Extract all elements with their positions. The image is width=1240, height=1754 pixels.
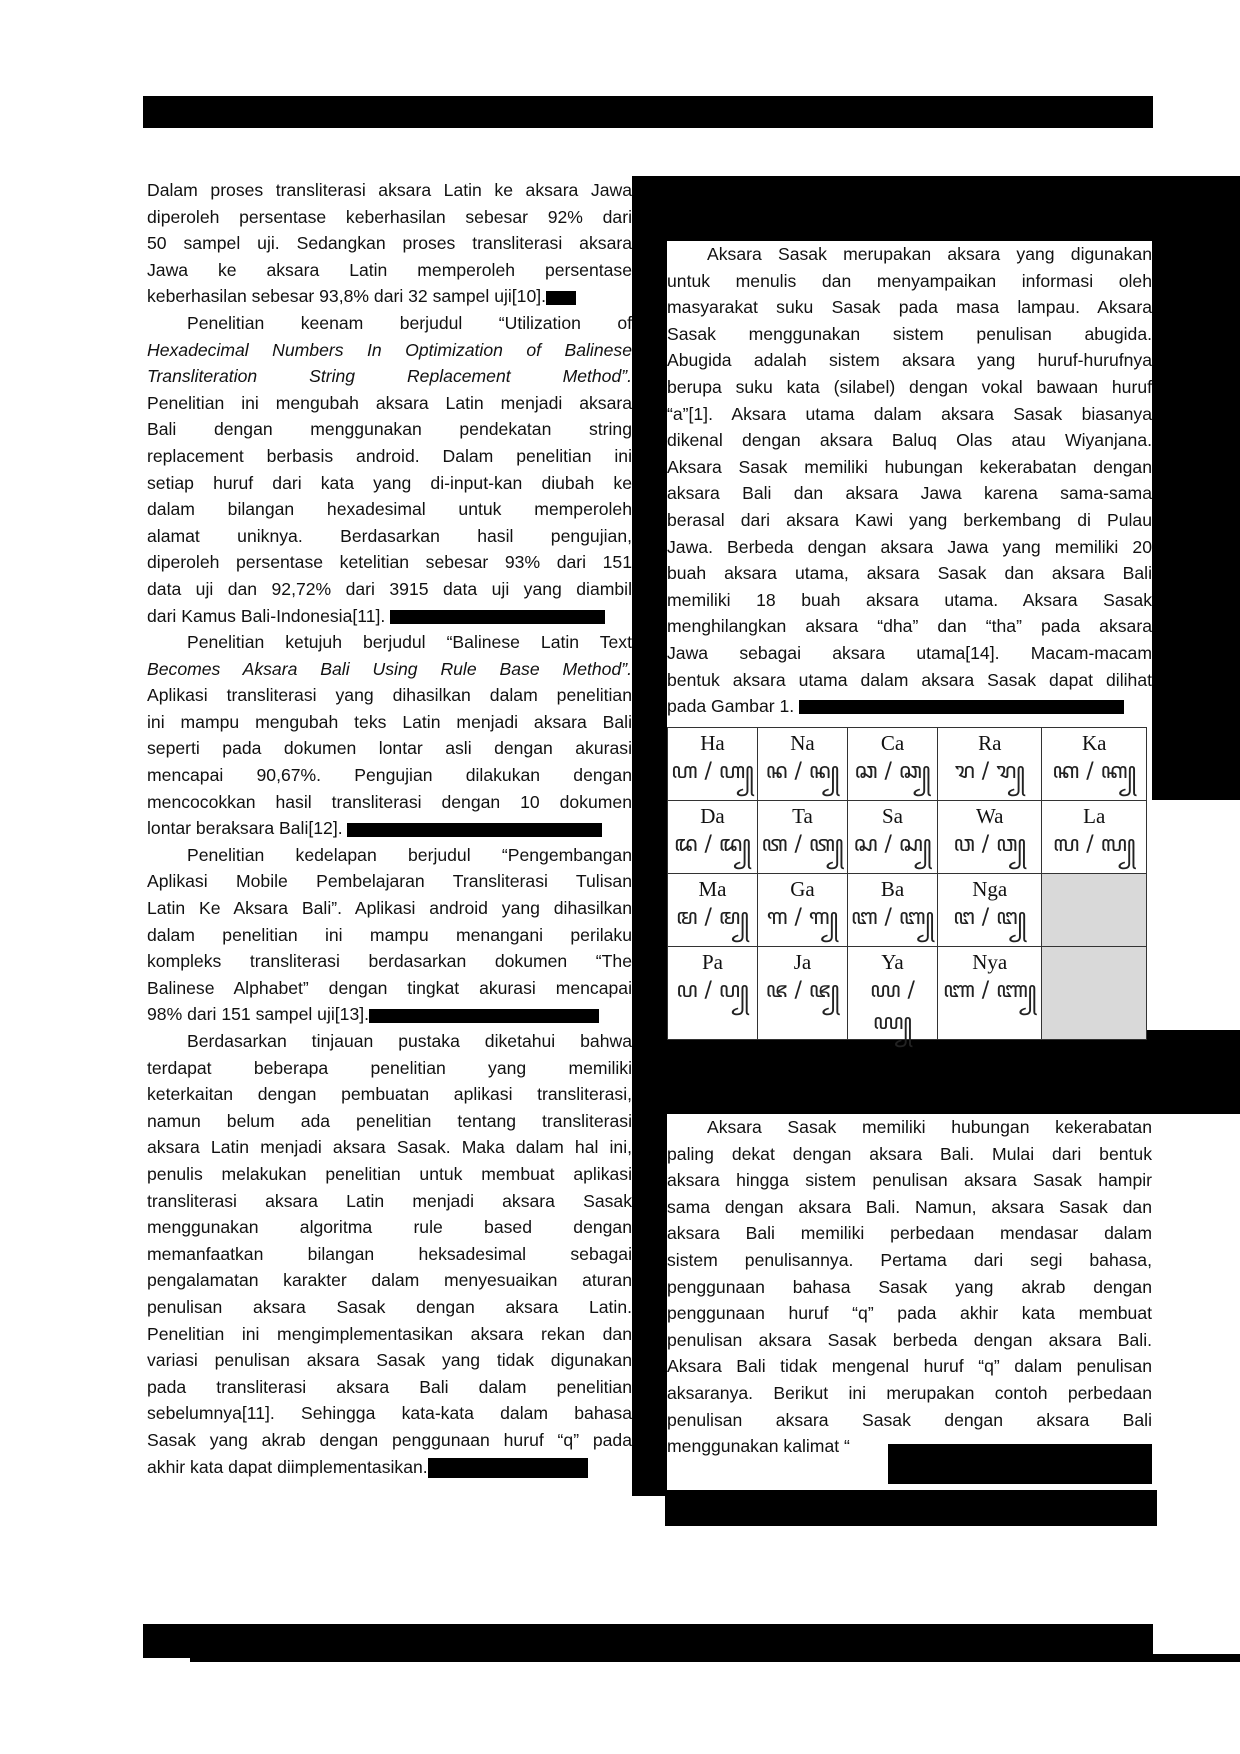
table-cell [1042, 801, 1147, 874]
text-line: dalam penelitian ini mampu menangani perilaku [147, 924, 632, 945]
sasak-glyph: ꦲ / ꦲ꧀ [671, 759, 754, 784]
text-line: terdapat beberapa penelitian yang memiliki [147, 1057, 632, 1078]
sasak-glyph: ꦫ / ꦫ꧀ [954, 759, 1025, 784]
text-line [147, 815, 632, 842]
mid-right-redaction [665, 1030, 1240, 1114]
text-line: sama dengan aksara Bali. Namun, aksara Sasak dan [667, 1196, 1152, 1217]
inline-redaction [546, 291, 576, 305]
empty-table-cell [1042, 947, 1147, 1040]
inline-redaction [428, 1458, 588, 1478]
latin-label: Ka [1081, 731, 1107, 755]
text-line: aksaranya. Berikut ini merupakan contoh perbedaan [667, 1382, 1152, 1403]
text-line: pengalamatan karakter dalam menyesuaikan aturan [147, 1270, 632, 1291]
table-cell [848, 874, 938, 947]
sasak-glyph: ꦗ / ꦗ꧀ [765, 978, 840, 1003]
text-line: penulisan aksara Sasak berbeda dengan aksara Bali. [667, 1329, 1152, 1350]
text-line: seperti pada dokumen lontar asli dengan akurasi [147, 738, 632, 759]
footer-redaction-2 [190, 1654, 1240, 1662]
text-line: kompleks transliterasi berdasarkan dokumen “The [147, 951, 632, 972]
text-line: Sasak menggunakan sistem penulisan abugida. [667, 323, 1152, 344]
text-line: Penelitian ini mengubah aksara Latin menjadi aksara [147, 392, 632, 413]
sasak-glyph: ꦢ / ꦢ꧀ [674, 832, 751, 857]
table-row [668, 947, 1147, 1040]
text-line: penulis melakukan penelitian untuk membuat aplikasi [147, 1163, 632, 1184]
text-line: pada transliterasi aksara Bali dalam penelitian [147, 1376, 632, 1397]
text-line: Becomes Aksara Bali Using Rule Base Method”. [147, 658, 632, 679]
latin-label: Ya [881, 950, 904, 974]
table-cell [758, 801, 848, 874]
text-line [667, 693, 1152, 720]
text-line: menggunakan algoritma rule based dengan [147, 1217, 632, 1238]
text-line: Latin Ke Aksara Bali”. Aplikasi android yang dihasilkan [147, 898, 632, 919]
text-line: Jawa ke aksara Latin memperoleh persentase [147, 259, 632, 280]
table-cell [938, 874, 1042, 947]
sasak-glyph: ꦏ / ꦏ꧀ [1052, 759, 1137, 784]
text-line: Abugida adalah sistem aksara yang huruf-hurufnya [667, 350, 1152, 371]
table-cell [848, 728, 938, 801]
sasak-glyph: ꦕ / ꦕ꧀ [854, 759, 931, 784]
paragraph-1 [147, 177, 632, 310]
sasak-glyph: ꦪ / ꦪ꧀ [870, 978, 915, 1035]
right-bottom-redaction [665, 1490, 1157, 1526]
text-line: Hexadecimal Numbers In Optimization of Balinese [147, 339, 632, 360]
table-cell [938, 947, 1042, 1040]
sasak-glyph: ꦤ / ꦤ꧀ [765, 759, 840, 784]
empty-table-cell [1042, 874, 1147, 947]
footer-redaction [143, 1624, 1153, 1658]
latin-label: Ma [698, 877, 727, 901]
text-line-content: pada Gambar 1. [667, 696, 795, 717]
table-row [668, 874, 1147, 947]
text-line: “a”[1]. Aksara utama dalam aksara Sasak biasanya [667, 403, 1152, 424]
table-row [668, 728, 1147, 801]
table-row [668, 801, 1147, 874]
right-column-paragraph-2 [667, 1114, 1152, 1460]
inline-redaction [799, 700, 1124, 714]
text-line: penggunaan huruf “q” pada akhir kata membuat [667, 1303, 1152, 1324]
text-line-content: dari Kamus Bali-Indonesia[11]. [147, 605, 386, 626]
sasak-glyph: ꦔ / ꦔ꧀ [953, 905, 1027, 930]
text-line: Jawa. Berbeda dengan aksara Jawa yang memiliki 20 [667, 536, 1152, 557]
text-line: aksara Bali memiliki perbedaan mendasar dalam [667, 1223, 1152, 1244]
latin-label: Nya [972, 950, 1008, 974]
text-line-content: 98% dari 151 sampel uji[13]. [147, 1004, 370, 1025]
text-line: data uji dan 92,72% dari 3915 data uji yang diambil [147, 578, 632, 599]
text-line [147, 603, 632, 630]
sasak-glyph: ꦱ / ꦱ꧀ [853, 832, 932, 857]
text-line: 50 sampel uji. Sedangkan proses transliterasi aksara [147, 233, 632, 254]
text-line: bentuk aksara utama dalam aksara Sasak dapat dilihat [667, 669, 1152, 690]
inline-redaction [369, 1009, 599, 1023]
text-line: transliterasi aksara Latin menjadi aksara Sasak [147, 1190, 632, 1211]
text-line: buah aksara utama, aksara Sasak dan aksara Bali [667, 563, 1152, 584]
text-line: menggunakan kalimat “ [667, 1436, 850, 1457]
text-line: setiap huruf dari kata yang di-input-kan diubah ke [147, 472, 632, 493]
left-column [147, 177, 632, 1480]
latin-label: Sa [882, 804, 903, 828]
text-line: alamat uniknya. Berdasarkan hasil pengujian, [147, 525, 632, 546]
text-line: Bali dengan menggunakan pendekatan string [147, 419, 632, 440]
text-line: penggunaan bahasa Sasak yang akrab dengan [667, 1276, 1152, 1297]
text-line: Penelitian ini mengimplementasikan aksara rekan dan [147, 1323, 632, 1344]
paragraph-3 [147, 629, 632, 842]
text-line: Aksara Sasak memiliki hubungan kekerabatan dengan [667, 456, 1152, 477]
text-line: dalam bilangan hexadesimal untuk memperoleh [147, 499, 632, 520]
sasak-glyph: ꦭ / ꦭ꧀ [1052, 832, 1136, 857]
text-line: masyarakat suku Sasak pada masa lampau. Aksara [667, 297, 1152, 318]
text-line-content: akhir kata dapat diimplementasikan. [147, 1456, 428, 1477]
text-line: sistem penulisannya. Pertama dari segi bahasa, [667, 1249, 1152, 1270]
latin-label: Ja [793, 950, 812, 974]
text-line: penulisan aksara Sasak dengan aksara Bali [667, 1409, 1152, 1430]
text-line: diperoleh persentase keberhasilan sebesar 92% dari [147, 206, 632, 227]
paragraph-5 [147, 1028, 632, 1480]
latin-label: Ta [792, 804, 813, 828]
text-line: Berdasarkan tinjauan pustaka diketahui bahwa [187, 1031, 632, 1051]
table-cell [848, 801, 938, 874]
text-line: replacement berbasis android. Dalam penelitian ini [147, 445, 632, 466]
text-line: berasal dari aksara Kawi yang berkembang di Pulau [667, 509, 1152, 530]
latin-label: Ba [880, 877, 905, 901]
latin-label: Ha [700, 731, 725, 755]
latin-label: Pa [702, 950, 723, 974]
table-cell [848, 947, 938, 1040]
text-line: Penelitian ketujuh berjudul “Balinese Latin Text [187, 632, 632, 653]
latin-label: Wa [976, 804, 1004, 828]
table-cell [938, 801, 1042, 874]
text-line: aksara hingga sistem penulisan aksara Sasak hampir [667, 1170, 1152, 1191]
right-column-paragraph-1 [667, 241, 1152, 720]
sasak-glyph: ꦩ / ꦩ꧀ [676, 905, 749, 930]
text-line: Balinese Alphabet” dengan tingkat akurasi mencapai [147, 977, 632, 998]
table-cell [758, 874, 848, 947]
table-cell [758, 728, 848, 801]
header-redaction-ticks [143, 96, 433, 104]
table-cell [938, 728, 1042, 801]
text-line: memanfaatkan bilangan heksadesimal sebagai [147, 1243, 632, 1264]
text-line: aksara Bali dan aksara Jawa karena sama-sama [667, 483, 1152, 504]
paragraph-2 [147, 310, 632, 629]
table-cell [668, 801, 758, 874]
text-line: menghilangkan aksara “dha” dan “tha” pada aksara [667, 616, 1152, 637]
text-line: berupa suku kata (silabel) dengan vokal bawaan huruf [667, 376, 1152, 397]
text-line: sebelumnya[11]. Sehingga kata-kata dalam bahasa [147, 1403, 632, 1424]
text-line [147, 1001, 632, 1028]
text-line: Sasak yang akrab dengan penggunaan huruf “q” pada [147, 1429, 632, 1450]
text-line: Jawa sebagai aksara utama[14]. Macam-macam [667, 642, 1152, 663]
text-line: Aplikasi Mobile Pembelajaran Transliterasi Tulisan [147, 871, 632, 892]
text-line-content: keberhasilan sebesar 93,8% dari 32 sampel uji[10]. [147, 286, 547, 307]
sasak-glyph: ꦥ / ꦥ꧀ [676, 978, 749, 1003]
inline-redaction [347, 823, 602, 837]
text-line: penulisan aksara Sasak dengan aksara Latin. [147, 1296, 632, 1317]
text-line: mencocokkan hasil transliterasi dengan 10 dokumen [147, 791, 632, 812]
sasak-glyph: ꦚ / ꦚ꧀ [943, 978, 1037, 1003]
gutter-redaction [632, 176, 667, 1496]
table-cell [668, 728, 758, 801]
text-line: diperoleh persentase ketelitian sebesar 93% dari 151 [147, 552, 632, 573]
latin-label: La [1083, 804, 1106, 828]
table-cell [1042, 728, 1147, 801]
text-line: Aksara Sasak memiliki hubungan kekerabatan [707, 1117, 1152, 1137]
latin-label: Ca [880, 731, 905, 755]
text-line: paling dekat dengan aksara Bali. Mulai dari bentuk [667, 1143, 1152, 1164]
text-line: Aksara Sasak merupakan aksara yang digunakan [707, 244, 1152, 264]
sasak-glyph: ꦮ / ꦮ꧀ [953, 832, 1027, 857]
latin-label: Nga [972, 877, 1008, 901]
inline-redaction [390, 610, 605, 624]
text-line: Penelitian keenam berjudul “Utilization of [187, 312, 632, 333]
sasak-glyph: ꦠ / ꦠ꧀ [761, 832, 844, 857]
text-line: untuk menulis dan menyampaikan informasi oleh [667, 270, 1152, 291]
text-line: aksara Latin menjadi aksara Sasak. Maka dalam hal ini, [147, 1137, 632, 1158]
right-margin-redaction [1152, 176, 1240, 800]
text-line-content: lontar beraksara Bali[12]. [147, 818, 343, 839]
text-line [147, 283, 632, 310]
text-line: keterkaitan dengan pembuatan aplikasi transliterasi, [147, 1084, 632, 1105]
sasak-glyph: ꦒ / ꦒ꧀ [766, 905, 839, 930]
text-line: Transliteration String Replacement Method”. [147, 366, 632, 387]
text-line: variasi penulisan aksara Sasak yang tidak digunakan [147, 1350, 632, 1371]
text-line: memiliki 18 buah aksara utama. Aksara Sasak [667, 589, 1152, 610]
latin-label: Na [790, 731, 815, 755]
latin-label: Da [700, 804, 725, 828]
text-line: namun belum ada penelitian tentang transliterasi [147, 1110, 632, 1131]
sasak-glyph: ꦧ / ꦧ꧀ [850, 905, 935, 930]
text-line [147, 1454, 632, 1481]
text-line: Aksara Bali tidak mengenal huruf “q” dalam penulisan [667, 1356, 1152, 1377]
text-line: Dalam proses transliterasi aksara Latin ke aksara Jawa [147, 180, 632, 200]
latin-label: Ra [978, 731, 1002, 755]
text-line: dikenal dengan aksara Baluq Olas atau Wiyanjana. [667, 430, 1152, 451]
inline-redaction-end [888, 1444, 1152, 1484]
table-cell [668, 947, 758, 1040]
table-cell [758, 947, 848, 1040]
text-line: mencapai 90,67%. Pengujian dilakukan dengan [147, 765, 632, 786]
figure-1-sasak-script-table [667, 727, 1147, 1040]
text-line: Penelitian kedelapan berjudul “Pengembangan [187, 844, 632, 865]
latin-label: Ga [790, 877, 815, 901]
text-line: Aplikasi transliterasi yang dihasilkan dalam penelitian [147, 685, 632, 706]
text-line: ini mampu mengubah teks Latin menjadi aksara Bali [147, 711, 632, 732]
paragraph-4 [147, 842, 632, 1028]
table-cell [668, 874, 758, 947]
